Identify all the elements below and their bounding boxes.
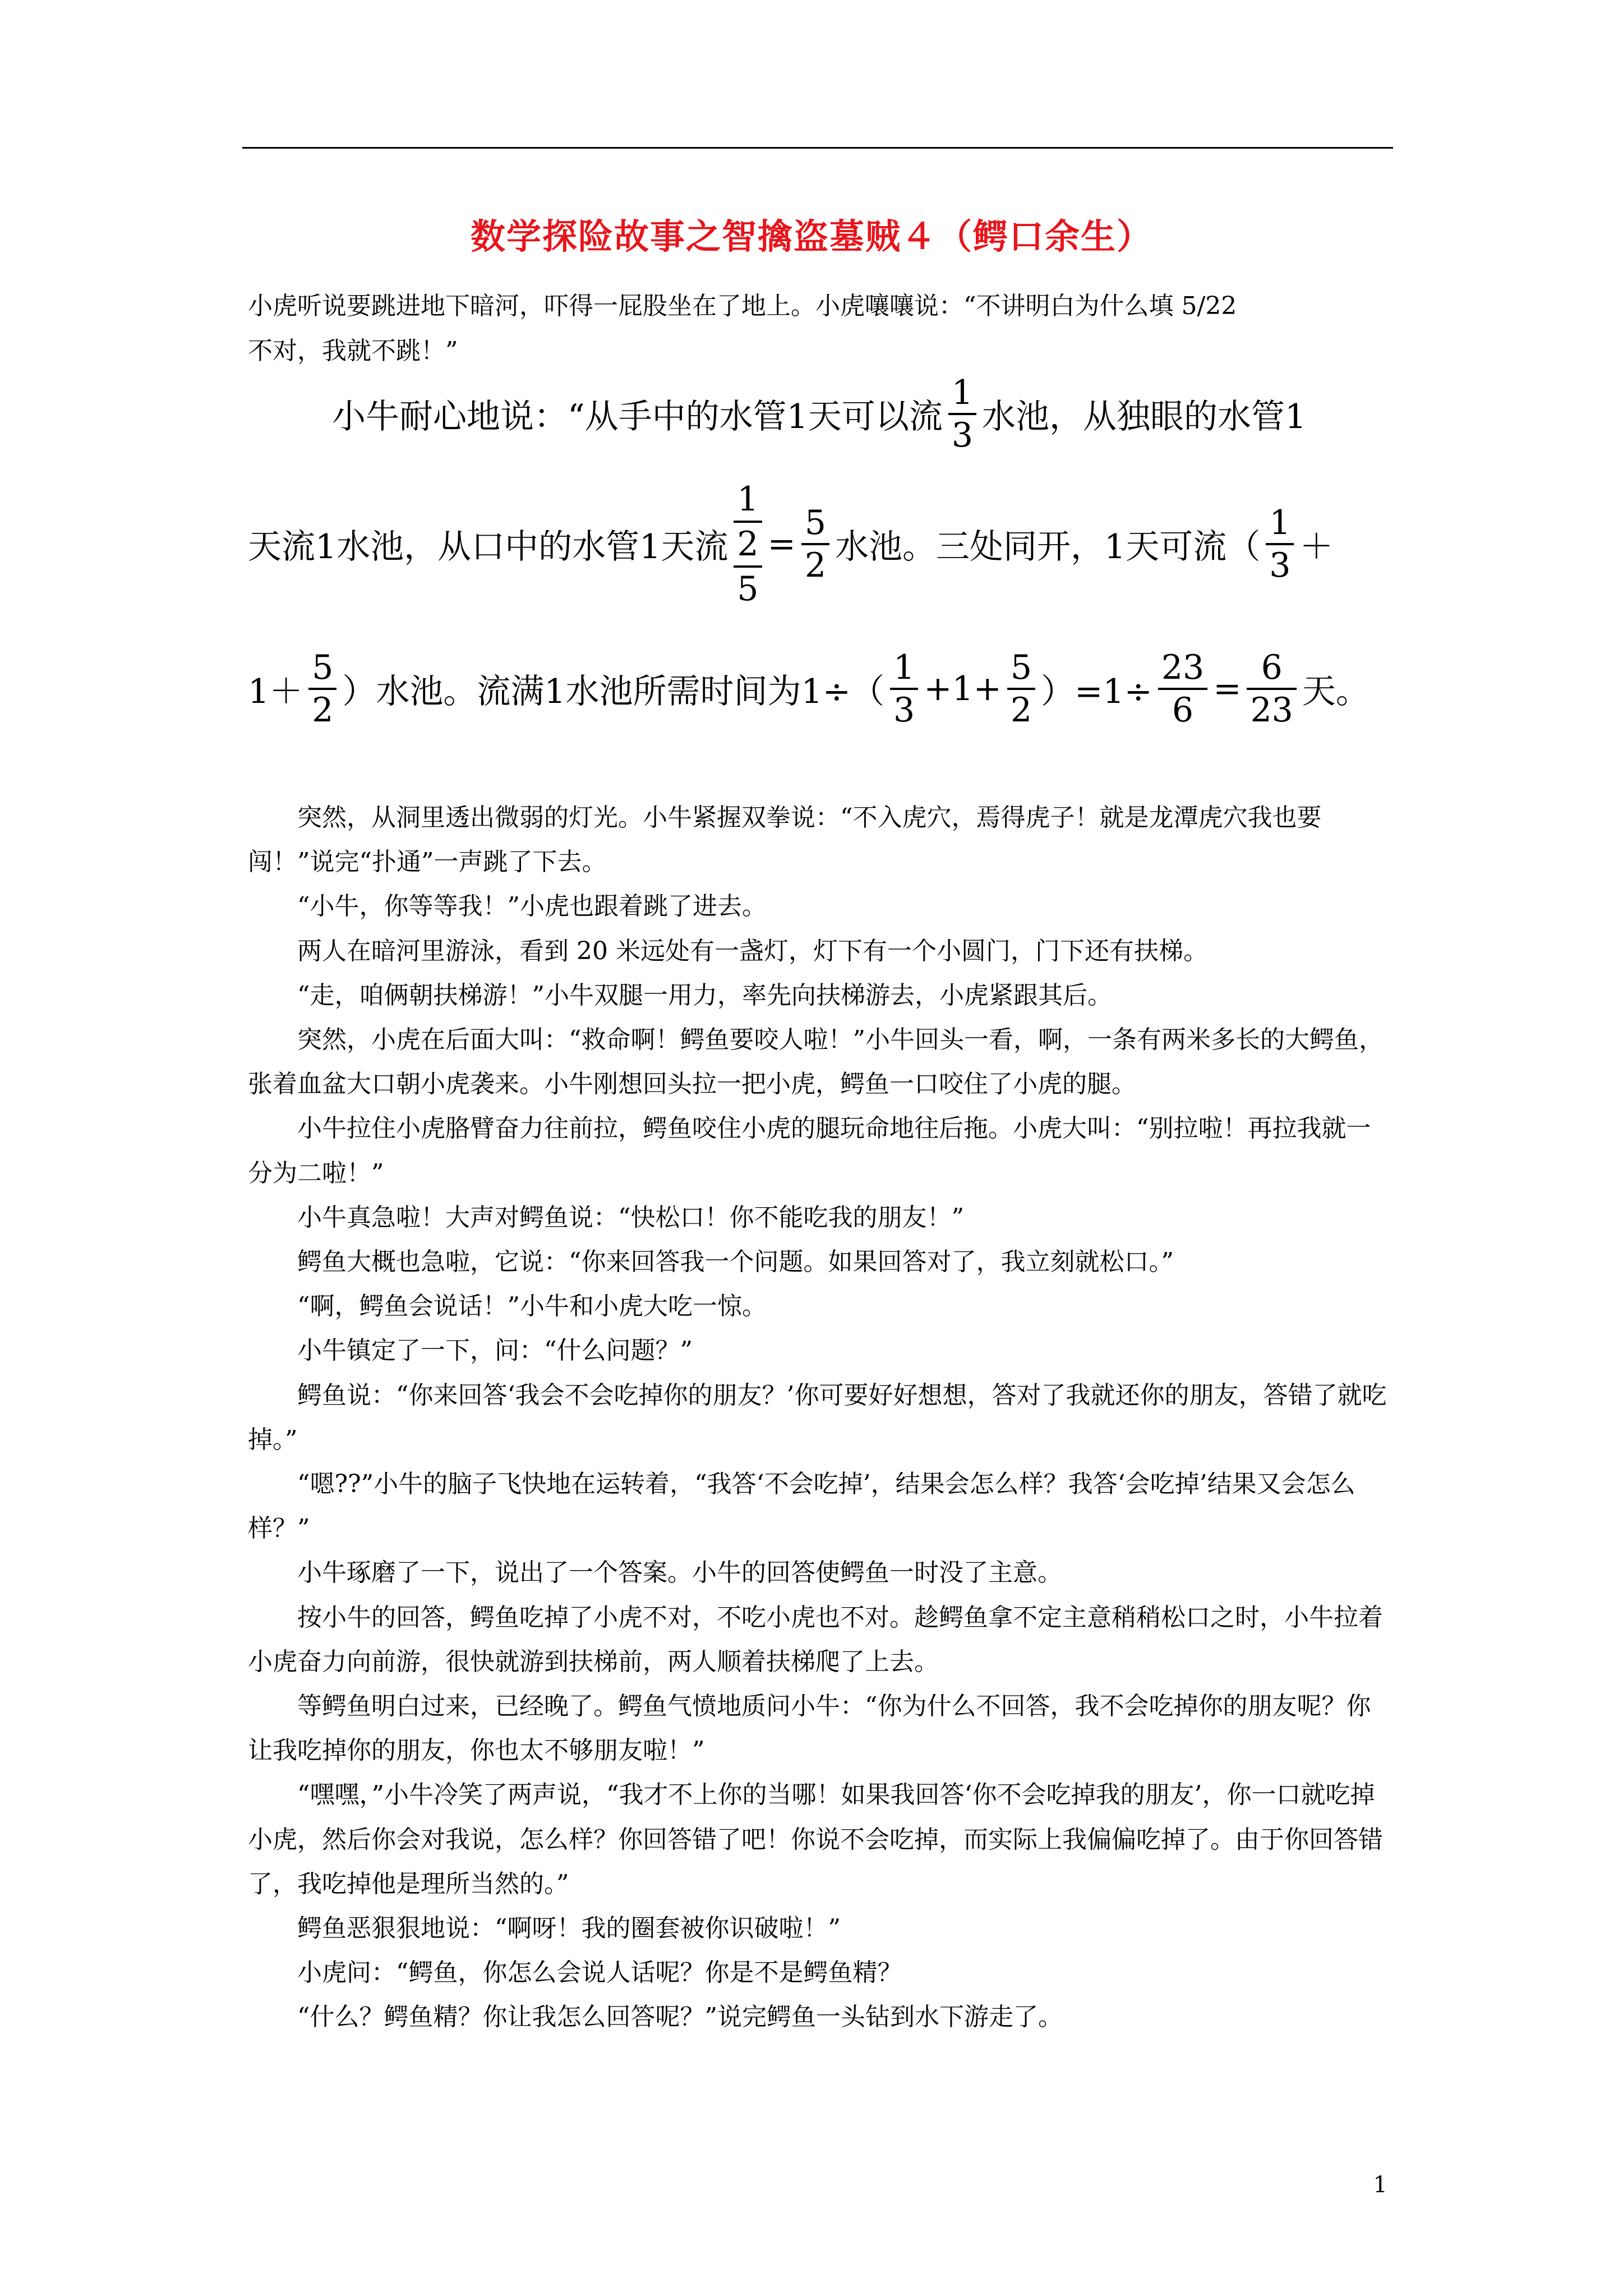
story-paragraph: 两人在暗河里游泳，看到 20 米远处有一盏灯，灯下有一个小圆门，门下还有扶梯。 [297, 936, 1208, 965]
math-line-1 [332, 373, 1307, 455]
intro-line-2: 不对，我就不跳！” [248, 337, 458, 365]
fraction-bar [1266, 543, 1294, 545]
fraction-bar [801, 543, 829, 545]
story-paragraph: 小牛真急啦！大声对鳄鱼说：“快松口！你不能吃我的朋友！” [297, 1203, 964, 1232]
math-line-3 [248, 648, 1370, 730]
math-line-2 [248, 480, 1334, 609]
page-title: 数学探险故事之智擒盗墓贼４（鳄口余生） [470, 216, 1152, 257]
fraction-five-halves [1007, 648, 1035, 730]
story-paragraph: “什么？鳄鱼精？你让我怎么回答呢？”说完鳄鱼一头钻到水下游走了。 [297, 2003, 1063, 2032]
fraction-one-third [1266, 503, 1294, 585]
intro-line-1: 小虎听说要跳进地下暗河，吓得一屁股坐在了地上。小虎嚷嚷说：“不讲明白为什么填 5/22 [248, 292, 1237, 320]
math-text: ）=1÷ [1041, 672, 1152, 711]
story-paragraph: 鳄鱼恶狠狠地说：“啊呀！我的圈套被你识破啦！” [297, 1914, 841, 1943]
story-paragraph: 按小牛的回答，鳄鱼吃掉了小虎不对，不吃小虎也不对。趁鳄鱼拿不定主意稍稍松口之时，小牛拉着小虎奋力向前游，很快就游到扶梯前，两人顺着扶梯爬了上去。 [248, 1603, 1383, 1676]
story-paragraph: 小牛琢磨了一下，说出了一个答案。小牛的回答使鳄鱼一时没了主意。 [297, 1558, 1062, 1588]
story-paragraph: 小牛镇定了一下，问：“什么问题？” [297, 1336, 693, 1365]
story-body [248, 795, 1392, 2040]
fraction-one-third [890, 648, 918, 730]
fraction-numerator: 2 [737, 524, 759, 564]
story-paragraph: 等鳄鱼明白过来，已经晚了。鳄鱼气愤地质问小牛：“你为什么不回答，我不会吃掉你的朋友呢？你让我吃掉你的朋友，你也太不够朋友啦！” [248, 1692, 1371, 1765]
fraction-numerator: 1 [737, 480, 759, 519]
fraction-denominator: 5 [737, 569, 759, 609]
story-paragraph: 突然，从洞里透出微弱的灯光。小牛紧握双拳说：“不入虎穴，焉得虎子！就是龙潭虎穴我也要闯！”说完“扑通”一声跳了下去。 [248, 803, 1322, 877]
fraction-bar [948, 413, 976, 415]
math-text: 水池，从独眼的水管1 [982, 397, 1307, 436]
fraction-bar [1247, 688, 1296, 690]
fraction-bar [1158, 688, 1207, 690]
page-number: 1 [1373, 2172, 1387, 2198]
story-paragraph: “啊，鳄鱼会说话！”小牛和小虎大吃一惊。 [297, 1292, 767, 1321]
math-text: 天。 [1302, 672, 1370, 711]
story-paragraph: 鳄鱼大概也急啦，它说：“你来回答我一个问题。如果回答对了，我立刻就松口。” [297, 1248, 1174, 1277]
story-paragraph: 突然，小虎在后面大叫：“救命啊！鳄鱼要咬人啦！”小牛回头一看，啊，一条有两米多长的大鳄鱼，张着血盆大口朝小虎袭来。小牛刚想回头拉一把小虎，鳄鱼一口咬住了小虎的腿。 [248, 1025, 1384, 1099]
fraction-one-third [948, 373, 976, 455]
story-paragraph: 小牛拉住小虎胳臂奋力往前拉，鳄鱼咬住小虎的腿玩命地往后拖。小虎大叫：“别拉啦！再拉我就一分为二啦！” [248, 1114, 1371, 1188]
inner-fraction [734, 524, 762, 609]
fraction-numerator: 6 [1261, 648, 1283, 687]
story-paragraph: “嗯??”小牛的脑子飞快地在运转着，“我答‘不会吃掉’，结果会怎么样？我答‘会吃掉’结果又会怎么样？” [248, 1470, 1355, 1543]
fraction-numerator: 1 [1269, 503, 1291, 542]
fraction-denominator: 23 [1250, 691, 1293, 730]
fraction-six-twentythirds [1247, 648, 1296, 730]
fraction-denominator: 3 [893, 691, 915, 730]
fraction-twentythree-sixths [1158, 648, 1207, 730]
fraction-five-halves [801, 503, 829, 585]
math-text: 天流1水池，从口中的水管1天流 [248, 527, 728, 567]
plus-sign: ＋ [1299, 527, 1334, 567]
math-text: 水池。三处同开，1天可流（ [835, 527, 1261, 567]
fraction-denominator: 3 [1269, 546, 1291, 585]
equals-sign: = [767, 524, 796, 564]
header-rule [242, 147, 1393, 149]
story-paragraph: “嘿嘿，”小牛冷笑了两声说，“我才不上你的当哪！如果我回答‘你不会吃掉我的朋友’，你一口就吃掉小虎，然后你会对我说，怎么样？你回答错了吧！你说不会吃掉，而实际上我偏偏吃掉了。由于你回答错了，我吃掉他是理所当然的。” [248, 1780, 1383, 1898]
math-text: 1＋ [248, 672, 303, 711]
fraction-numerator: 5 [1010, 648, 1032, 687]
fraction-bar [1007, 688, 1035, 690]
story-paragraph: 小虎问：“鳄鱼，你怎么会说人话呢？你是不是鳄鱼精？ [297, 1958, 902, 1987]
fraction-five-halves [308, 648, 336, 730]
fraction-denominator: 2 [804, 546, 827, 585]
story-paragraph: “走，咱俩朝扶梯游！”小牛双腿一用力，率先向扶梯游去，小虎紧跟其后。 [297, 981, 1112, 1010]
fraction-bar [890, 688, 918, 690]
fraction-bar [734, 521, 762, 523]
math-text: +1+ [924, 669, 1002, 708]
math-text: ）水池。流满1水池所需时间为1÷（ [342, 672, 884, 711]
fraction-denominator: 2 [1010, 691, 1032, 730]
equals-sign: = [1213, 669, 1242, 708]
fraction-denominator: 3 [951, 416, 974, 455]
story-paragraph: “小牛，你等等我！”小虎也跟着跳了进去。 [297, 892, 767, 921]
math-text: 小牛耐心地说：“从手中的水管1天可以流 [332, 397, 943, 436]
intro-paragraph [248, 284, 1392, 374]
fraction-numerator: 1 [951, 373, 974, 412]
complex-fraction [734, 480, 762, 609]
story-paragraph: 鳄鱼说：“你来回答‘我会不会吃掉你的朋友？’你可要好好想想，答对了我就还你的朋友，答错了就吃掉。” [248, 1381, 1387, 1454]
fraction-denominator: 6 [1172, 691, 1194, 730]
fraction-bar [308, 688, 336, 690]
fraction-denominator: 2 [312, 691, 334, 730]
fraction-numerator: 5 [312, 648, 334, 687]
fraction-numerator: 1 [893, 648, 915, 687]
fraction-numerator: 23 [1161, 648, 1205, 687]
fraction-numerator: 5 [804, 503, 827, 542]
fraction-bar [734, 565, 762, 568]
